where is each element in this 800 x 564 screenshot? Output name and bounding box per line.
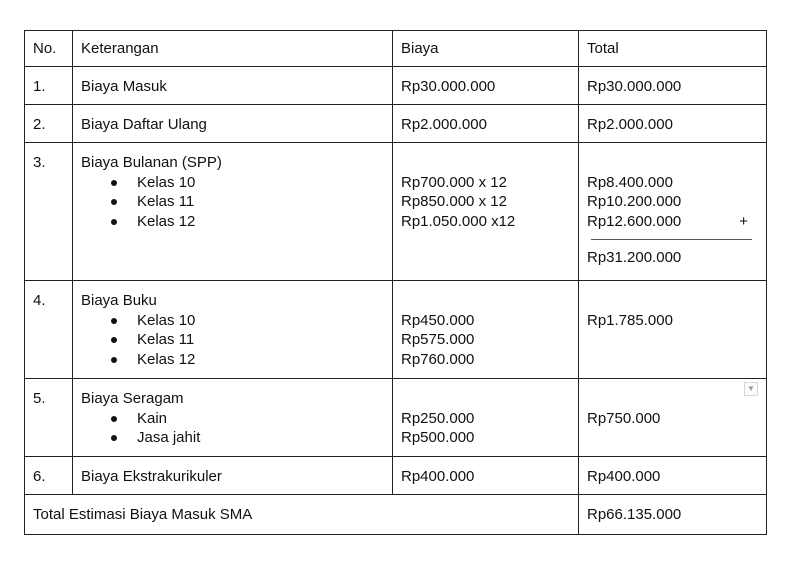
list-item xyxy=(111,330,392,350)
bullet-icon xyxy=(111,318,117,324)
table-row xyxy=(25,457,767,495)
row-biaya-cell xyxy=(393,379,579,457)
row-label: Biaya Ekstrakurikuler xyxy=(73,457,393,495)
table-header-row xyxy=(25,31,767,67)
row-biaya-cell xyxy=(393,143,579,281)
sub-item-label: Jasa jahit xyxy=(137,429,201,446)
sub-item-total: Rp8.400.000 xyxy=(587,173,673,191)
bullet-icon xyxy=(111,357,117,363)
sub-item-label: Kelas 11 xyxy=(137,331,195,348)
plus-sign: + xyxy=(739,212,748,230)
row-total: Rp1.785.000 xyxy=(587,311,673,329)
bullet-icon xyxy=(111,337,117,343)
row-biaya: Rp400.000 xyxy=(393,457,579,495)
subtotal-value: Rp31.200.000 xyxy=(587,249,682,266)
row-total: Rp2.000.000 xyxy=(579,105,767,143)
row-biaya: Rp30.000.000 xyxy=(393,67,579,105)
table-row xyxy=(25,143,767,281)
dropdown-arrow-icon[interactable]: ▼ xyxy=(744,382,758,396)
row-label: Biaya Daftar Ulang xyxy=(73,105,393,143)
sum-rule-divider xyxy=(591,239,752,240)
sub-item-label: Kelas 10 xyxy=(137,311,196,329)
sub-item-biaya: Rp250.000 xyxy=(401,409,475,427)
table-row xyxy=(25,379,767,457)
row-total-cell xyxy=(579,281,767,379)
grand-total-value: Rp66.135.000 xyxy=(579,495,767,535)
sub-item-biaya: Rp575.000 xyxy=(401,331,475,348)
table-row xyxy=(25,67,767,105)
list-item xyxy=(111,311,392,331)
table-row xyxy=(25,105,767,143)
row-keterangan-cell xyxy=(73,143,393,281)
list-item xyxy=(111,350,392,370)
row-keterangan-cell xyxy=(73,281,393,379)
header-keterangan: Keterangan xyxy=(73,31,393,67)
row-number: 1. xyxy=(25,67,73,105)
row-number: 2. xyxy=(25,105,73,143)
sub-item-total: Rp10.200.000 xyxy=(587,193,682,210)
grand-total-row xyxy=(25,495,767,535)
row-label: Biaya Masuk xyxy=(73,67,393,105)
sub-item-list xyxy=(81,311,392,370)
sub-item-label: Kelas 12 xyxy=(137,212,196,230)
bullet-icon xyxy=(111,416,117,422)
row-number: 4. xyxy=(25,281,73,379)
sub-item-biaya: Rp760.000 xyxy=(401,350,475,368)
sub-item-biaya: Rp1.050.000 x12 xyxy=(401,212,516,230)
list-item xyxy=(111,409,392,429)
sub-item-label: Kelas 12 xyxy=(137,350,196,368)
sub-item-biaya: Rp700.000 x 12 xyxy=(401,173,507,191)
bullet-icon xyxy=(111,435,117,441)
bullet-icon xyxy=(111,199,117,205)
sub-item-total: Rp12.600.000 xyxy=(587,212,682,230)
bullet-icon xyxy=(111,219,117,225)
row-total: Rp30.000.000 xyxy=(579,67,767,105)
sub-item-label: Kain xyxy=(137,409,168,427)
row-number: 6. xyxy=(25,457,73,495)
row-keterangan-cell xyxy=(73,379,393,457)
row-label: Biaya Seragam xyxy=(81,390,184,407)
row-total: Rp400.000 xyxy=(579,457,767,495)
sub-item-list xyxy=(81,409,392,448)
row-total: Rp750.000 xyxy=(587,409,661,427)
sub-item-label: Kelas 11 xyxy=(137,193,195,210)
header-no: No. xyxy=(25,31,73,67)
sub-item-biaya: Rp850.000 x 12 xyxy=(401,193,507,210)
row-number: 5. xyxy=(25,379,73,457)
sub-item-biaya: Rp450.000 xyxy=(401,311,475,329)
header-total: Total xyxy=(579,31,767,67)
sub-item-list xyxy=(81,173,392,232)
table-row xyxy=(25,281,767,379)
header-biaya: Biaya xyxy=(393,31,579,67)
bullet-icon xyxy=(111,180,117,186)
list-item xyxy=(111,212,392,232)
row-biaya-cell xyxy=(393,281,579,379)
row-label: Biaya Bulanan (SPP) xyxy=(81,154,222,171)
list-item xyxy=(111,428,392,448)
row-biaya: Rp2.000.000 xyxy=(393,105,579,143)
row-label: Biaya Buku xyxy=(81,292,157,309)
sub-item-biaya: Rp500.000 xyxy=(401,429,475,446)
row-total-cell xyxy=(579,379,767,457)
row-number: 3. xyxy=(25,143,73,281)
row-total-cell xyxy=(579,143,767,281)
grand-total-label: Total Estimasi Biaya Masuk SMA xyxy=(25,495,579,535)
list-item xyxy=(111,192,392,212)
sub-item-label: Kelas 10 xyxy=(137,173,196,191)
cost-table xyxy=(24,30,767,535)
list-item xyxy=(111,173,392,193)
